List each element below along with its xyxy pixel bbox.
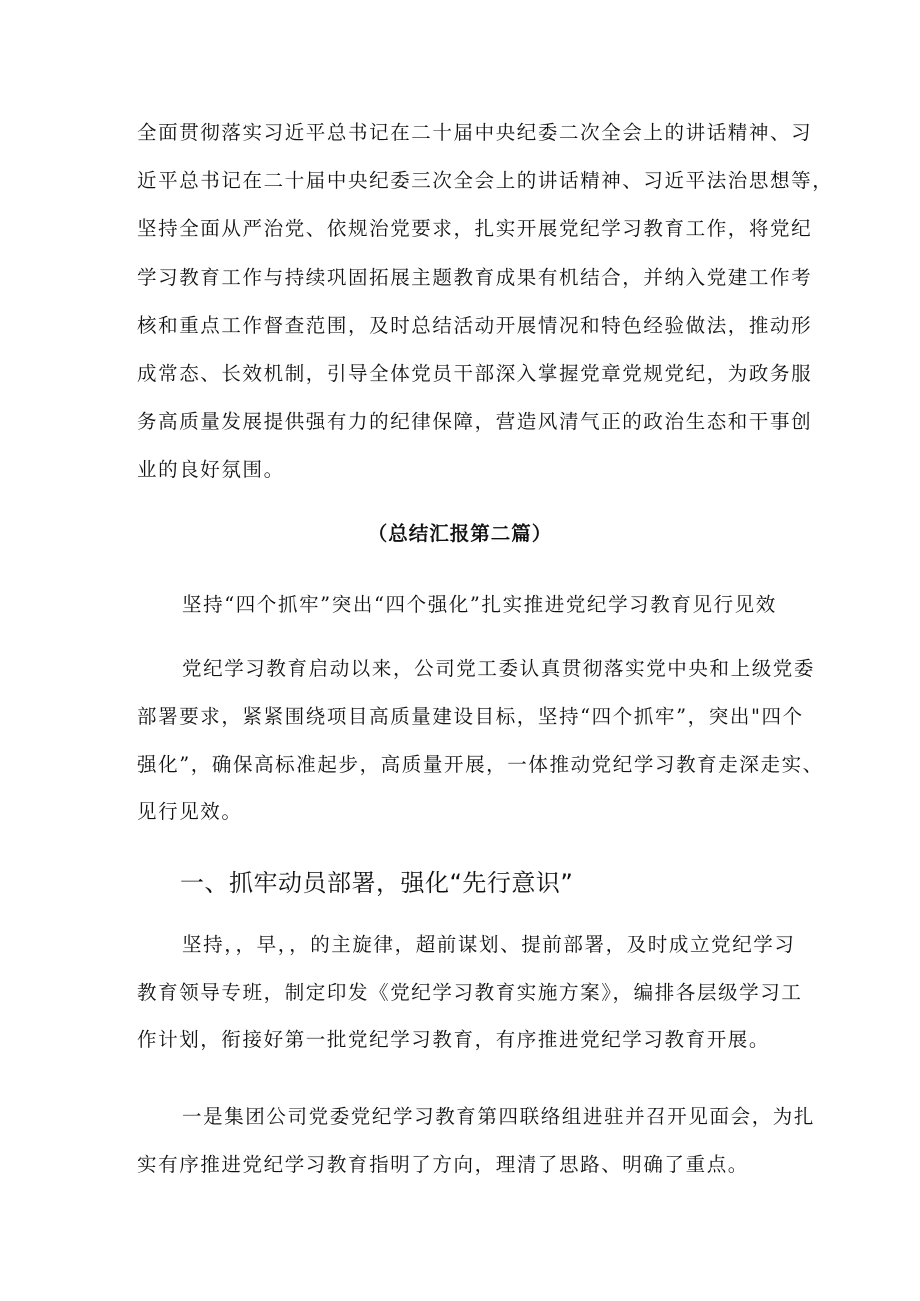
paragraph-1-line-8: 业的良好氛围。 — [137, 458, 285, 481]
paragraph-1-line-6: 成常态、长效机制，引导全体党员干部深入掌握党章党规党纪，为政务服 — [137, 362, 813, 385]
heading-1: 一、抓牢动员部署，强化“先行意识” — [180, 869, 574, 897]
paragraph-2-line-2: 部署要求，紧紧围绕项目高质量建设目标，坚持“四个抓牢”，突出"四个 — [137, 705, 804, 728]
paragraph-3-line-1: 坚持，，早，，的主旋律，超前谋划、提前部署，及时成立党纪学习 — [182, 933, 796, 956]
article-title: 坚持“四个抓牢”突出“四个强化”扎实推进党纪学习教育见行见效 — [182, 593, 777, 616]
paragraph-1-line-2: 近平总书记在二十届中央纪委三次全会上的讲话精神、习近平法治思想等， — [137, 169, 834, 192]
section-title: （总结汇报第二篇） — [367, 522, 553, 545]
paragraph-1-line-3: 坚持全面从严治党、依规治党要求，扎实开展党纪学习教育工作，将党纪 — [137, 217, 813, 240]
paragraph-1-line-1: 全面贯彻落实习近平总书记在二十届中央纪委二次全会上的讲话精神、习 — [137, 121, 813, 144]
paragraph-2-line-3: 强化”，确保高标准起步，高质量开展，一体推动党纪学习教育走深走实、 — [137, 753, 824, 776]
paragraph-3-line-2: 教育领导专班，制定印发《党纪学习教育实施方案》，编排各层级学习工 — [137, 981, 803, 1004]
paragraph-1-line-4: 学习教育工作与持续巩固拓展主题教育成果有机结合，并纳入党建工作考 — [137, 266, 813, 289]
paragraph-3-line-3: 作计划，衔接好第一批党纪学习教育，有序推进党纪学习教育开展。 — [137, 1028, 771, 1051]
paragraph-1-line-7: 务高质量发展提供强有力的纪律保障，营造风清气正的政治生态和干事创 — [137, 410, 813, 433]
paragraph-2-line-4: 见行见效。 — [137, 800, 243, 823]
paragraph-1-line-5: 核和重点工作督查范围，及时总结活动开展情况和特色经验做法，推动形 — [137, 314, 813, 337]
paragraph-4-line-2: 实有序推进党纪学习教育指明了方向，理清了思路、明确了重点。 — [137, 1153, 749, 1176]
paragraph-4-line-1: 一是集团公司党委党纪学习教育第四联络组进驻并召开见面会，为扎 — [182, 1105, 816, 1128]
paragraph-2-line-1: 党纪学习教育启动以来，公司党工委认真贯彻落实党中央和上级党委 — [182, 657, 816, 680]
